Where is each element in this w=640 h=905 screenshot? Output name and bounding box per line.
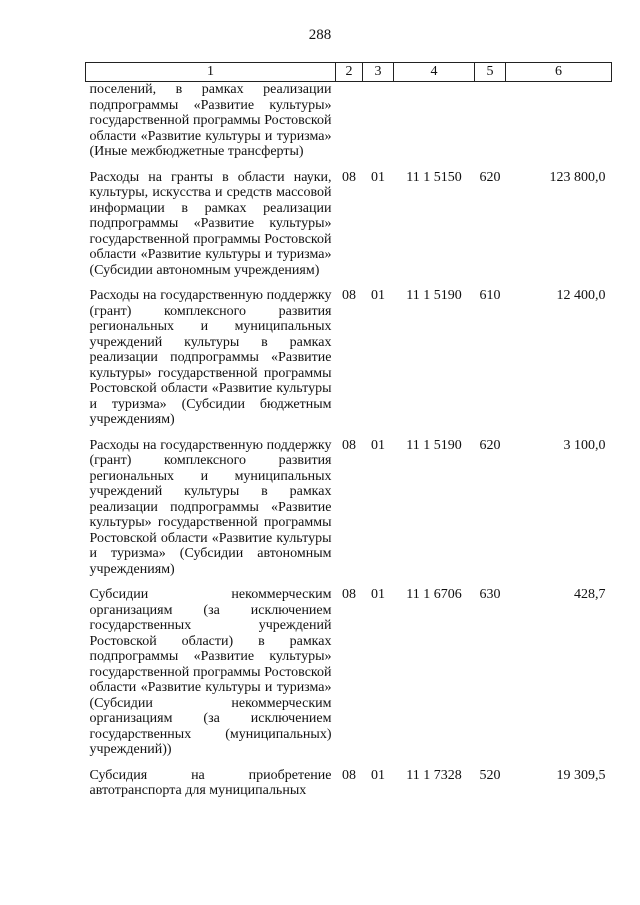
table-row <box>86 428 612 578</box>
row-description: Субсидия на приобретение автотранспорта для муниципальных <box>89 767 332 798</box>
row-target-code: 11 1 5190 <box>406 288 462 303</box>
row-sum: 428,7 <box>574 587 606 602</box>
row-subsection: 01 <box>371 437 385 453</box>
row-section: 08 <box>342 169 356 185</box>
row-subsection <box>363 82 394 160</box>
row-sum <box>506 82 612 160</box>
row-expense-type: 620 <box>479 437 501 453</box>
row-expense-type: 610 <box>479 288 501 303</box>
row-sum: 3 100,0 <box>563 437 606 453</box>
row-target-code <box>394 82 475 160</box>
row-section: 08 <box>342 288 356 303</box>
table-row <box>86 160 612 279</box>
table-row <box>86 577 612 758</box>
row-subsection: 01 <box>371 288 385 303</box>
row-subsection: 01 <box>371 767 385 783</box>
row-description: поселений, в рамках реализации подпрограммы «Развитие культуры» государственной программы Ростовской области «Развитие культуры и туризма» (Иные межбюджетные трансферты) <box>89 82 332 159</box>
row-description: Расходы на государственную поддержку (грант) комплексного развития региональных и муниципальных учреждений культуры в рамках реализации подпрограммы «Развитие культуры» государственной программы Ростовской области «Развитие культуры и туризма» (Субсидии бюджетным учреждениям) <box>89 288 332 427</box>
row-target-code: 11 1 6706 <box>406 587 462 602</box>
row-description: Расходы на гранты в области науки, культуры, искусства и средств массовой информации в рамках реализации подпрограммы «Развитие культуры» государственной программы Ростовской области «Развитие культуры и туризма» (Субсидии автономным учреждениям) <box>89 169 332 278</box>
budget-table <box>85 62 612 799</box>
row-expense-type: 630 <box>479 587 501 602</box>
table-row <box>86 758 612 799</box>
row-section: 08 <box>342 437 356 453</box>
row-section: 08 <box>342 767 356 783</box>
row-expense-type: 520 <box>479 767 501 783</box>
row-section <box>336 82 363 160</box>
row-expense-type: 620 <box>479 169 501 185</box>
row-section: 08 <box>342 587 356 602</box>
row-target-code: 11 1 5150 <box>406 169 462 185</box>
table-row <box>86 82 612 160</box>
header-col-6: 6 <box>506 63 612 82</box>
row-target-code: 11 1 7328 <box>406 767 462 783</box>
table-row <box>86 278 612 428</box>
row-description: Субсидии некоммерческим организациям (за исключением государственных учреждений Ростовской области) в рамках подпрограммы «Развитие культуры» государственной программы Ростовской области «Развитие культуры и туризма» (Субсидии некоммерческим организациям (за исключением государственных (муниципальных) учреждений)) <box>89 587 332 757</box>
row-subsection: 01 <box>371 587 385 602</box>
row-sum: 123 800,0 <box>549 169 606 185</box>
header-col-3: 3 <box>363 63 394 82</box>
row-expense-type <box>475 82 506 160</box>
row-target-code: 11 1 5190 <box>406 437 462 453</box>
header-col-1: 1 <box>86 63 336 82</box>
row-sum: 19 309,5 <box>556 767 606 783</box>
row-description: Расходы на государственную поддержку (грант) комплексного развития региональных и муниципальных учреждений культуры в рамках реализации подпрограммы «Развитие культуры» государственной программы Ростовской области «Развитие культуры и туризма» (Субсидии автономным учреждениям) <box>89 437 332 577</box>
row-sum: 12 400,0 <box>556 288 606 303</box>
header-col-4: 4 <box>394 63 475 82</box>
page-number: 288 <box>308 27 332 43</box>
table-header-row <box>86 63 612 82</box>
header-col-5: 5 <box>475 63 506 82</box>
header-col-2: 2 <box>336 63 363 82</box>
row-subsection: 01 <box>371 169 385 185</box>
